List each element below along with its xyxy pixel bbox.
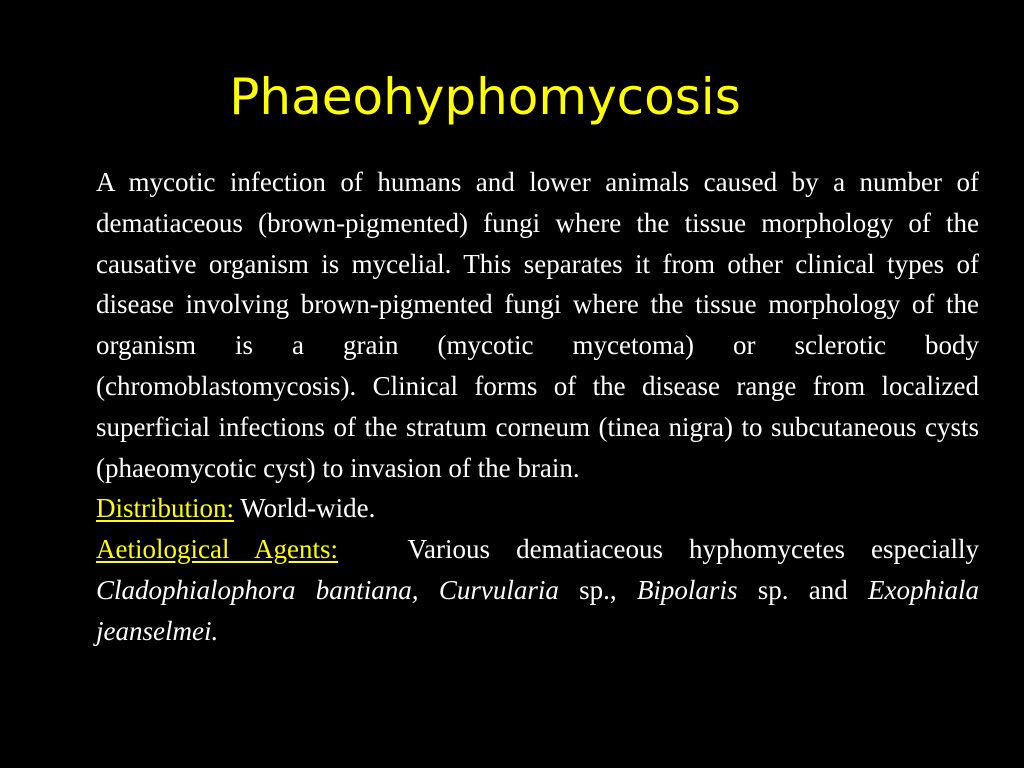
organism-cladophialophora: Cladophialophora bantiana,: [96, 574, 419, 605]
agents-label: Aetiological Agents:: [96, 534, 338, 565]
agents-paragraph: [96, 529, 979, 651]
slide-title: Phaeohyphomycosis: [229, 68, 741, 126]
distribution-value: World-wide.: [240, 493, 376, 524]
distribution-line: [96, 488, 979, 529]
agents-separator-1: sp.,: [579, 574, 617, 605]
organism-curvularia: Curvularia: [438, 574, 559, 605]
organism-bipolaris: Bipolaris: [636, 574, 738, 605]
organism-exophiala: Exophiala jeanselmei.: [96, 574, 980, 646]
description-paragraph: A mycotic infection of humans and lower animals caused by a number of dematiaceous (brown-pigmented) fungi where the tissue morphology of the causative organism is mycelial. This separates it from other clinical types of disease involving brown-pigmented fungi where the tissue morphology of the organism is a grain (mycotic mycetoma) or sclerotic body (chromoblastomycosis). Clinical forms of the disease range from localized superficial infections of the stratum corneum (tinea nigra) to subcutaneous cysts (phaeomycotic cyst) to invasion of the brain.: [96, 167, 979, 483]
agents-intro: Various dematiaceous hyphomycetes especially: [407, 534, 979, 565]
distribution-label: Distribution:: [96, 493, 235, 524]
slide-body: [96, 162, 979, 652]
agents-separator-2: sp. and: [757, 574, 848, 605]
